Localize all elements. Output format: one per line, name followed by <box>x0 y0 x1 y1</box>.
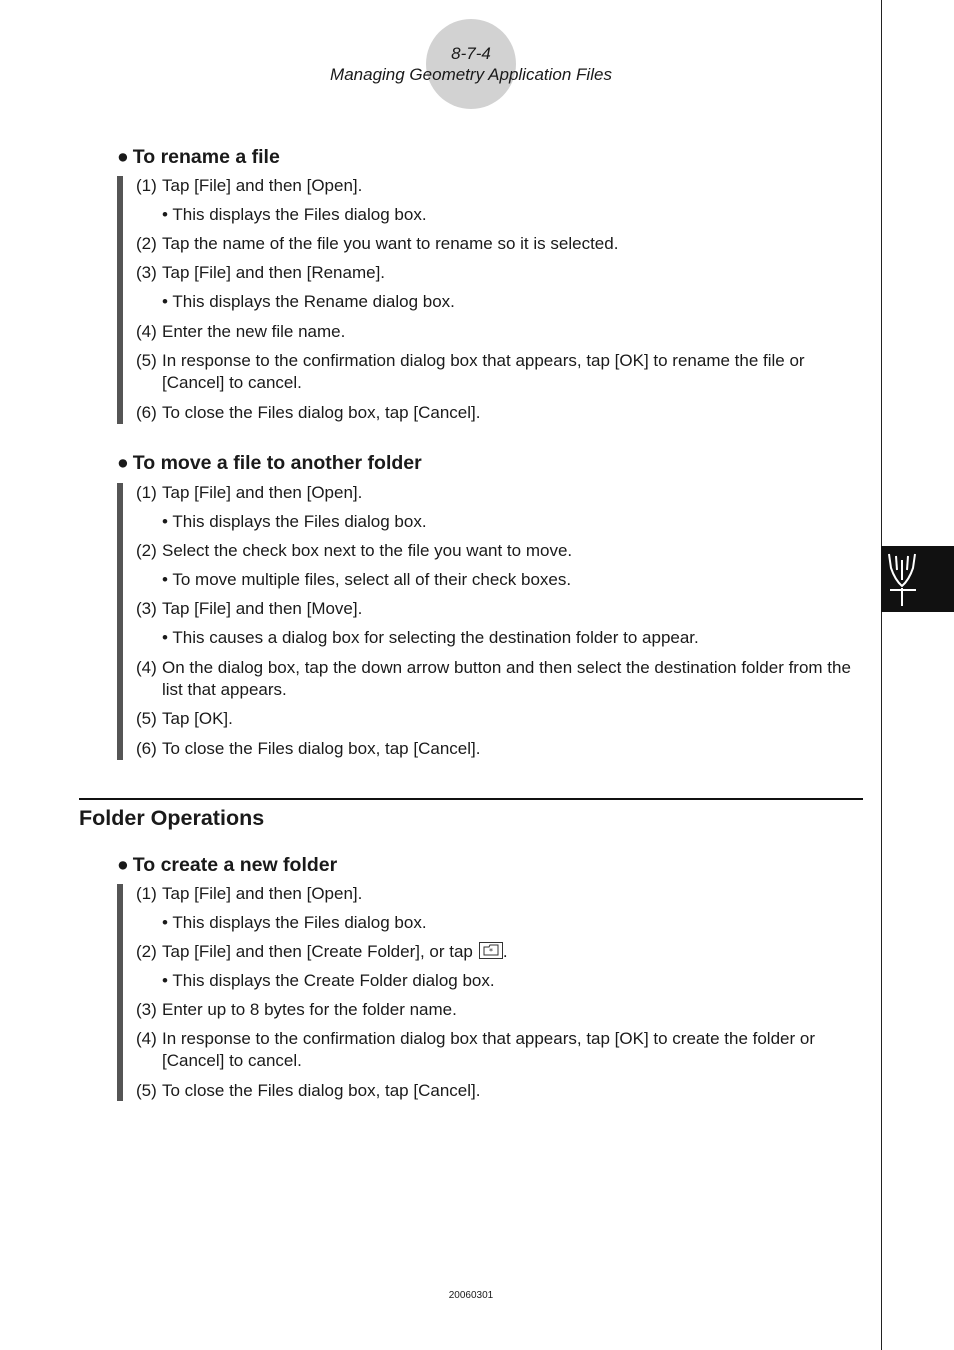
rename-sidebar <box>117 176 123 424</box>
move-note-1: • This displays the Files dialog box. <box>162 512 427 531</box>
section-divider <box>79 798 863 800</box>
create-folder-heading: ● To create a new folder <box>117 854 338 876</box>
create-step-4: (4) In response to the confirmation dialog box that appears, tap [OK] to create the folder or [Cancel] to cancel. <box>136 1029 815 1070</box>
create-note-2: • This displays the Create Folder dialog box. <box>162 971 495 990</box>
chapter-tab <box>881 546 954 612</box>
move-step-6: (6) To close the Files dialog box, tap [Cancel]. <box>136 739 481 758</box>
create-step-1: (1) Tap [File] and then [Open]. <box>136 884 363 903</box>
create-step-3: (3) Enter up to 8 bytes for the folder name. <box>136 1000 457 1019</box>
create-step-2: (2) Tap [File] and then [Create Folder], or tap * . <box>136 942 508 961</box>
move-note-2: • To move multiple files, select all of their check boxes. <box>162 570 572 589</box>
rename-note-3: • This displays the Rename dialog box. <box>162 292 455 311</box>
rename-step-4: (4) Enter the new file name. <box>136 322 346 341</box>
create-note-1: • This displays the Files dialog box. <box>162 913 427 932</box>
footer-code: 20060301 <box>448 1290 494 1301</box>
create-step-5: (5) To close the Files dialog box, tap [Cancel]. <box>136 1081 481 1100</box>
move-step-2: (2) Select the check box next to the file you want to move. <box>136 541 573 560</box>
move-step-1: (1) Tap [File] and then [Open]. <box>136 483 363 502</box>
page-subtitle: Managing Geometry Application Files <box>330 65 612 84</box>
geometry-tab-icon <box>881 546 954 612</box>
rename-step-1: (1) Tap [File] and then [Open]. <box>136 176 363 195</box>
rename-note-1: • This displays the Files dialog box. <box>162 205 427 224</box>
move-sidebar <box>117 483 123 760</box>
svg-text:*: * <box>488 947 493 956</box>
move-step-5: (5) Tap [OK]. <box>136 709 233 728</box>
section-title: Folder Operations <box>79 806 265 830</box>
move-heading: ● To move a file to another folder <box>117 452 422 474</box>
move-step-4: (4) On the dialog box, tap the down arrow button and then select the destination folder from the list that appears. <box>136 658 851 699</box>
rename-step-2: (2) Tap the name of the file you want to rename so it is selected. <box>136 234 619 253</box>
rename-step-6: (6) To close the Files dialog box, tap [Cancel]. <box>136 403 481 422</box>
page-number: 8-7-4 <box>451 44 491 63</box>
rename-step-5: (5) In response to the confirmation dialog box that appears, tap [OK] to rename the file or [Cancel] to cancel. <box>136 351 805 392</box>
rename-step-3: (3) Tap [File] and then [Rename]. <box>136 263 386 282</box>
page-edge-rule <box>881 0 882 1350</box>
move-note-3: • This causes a dialog box for selecting the destination folder to appear. <box>162 628 699 647</box>
move-step-3: (3) Tap [File] and then [Move]. <box>136 599 363 618</box>
create-folder-icon[interactable] <box>479 942 503 959</box>
create-sidebar <box>117 884 123 1101</box>
header-circle <box>426 19 516 109</box>
rename-heading: ● To rename a file <box>117 146 280 168</box>
